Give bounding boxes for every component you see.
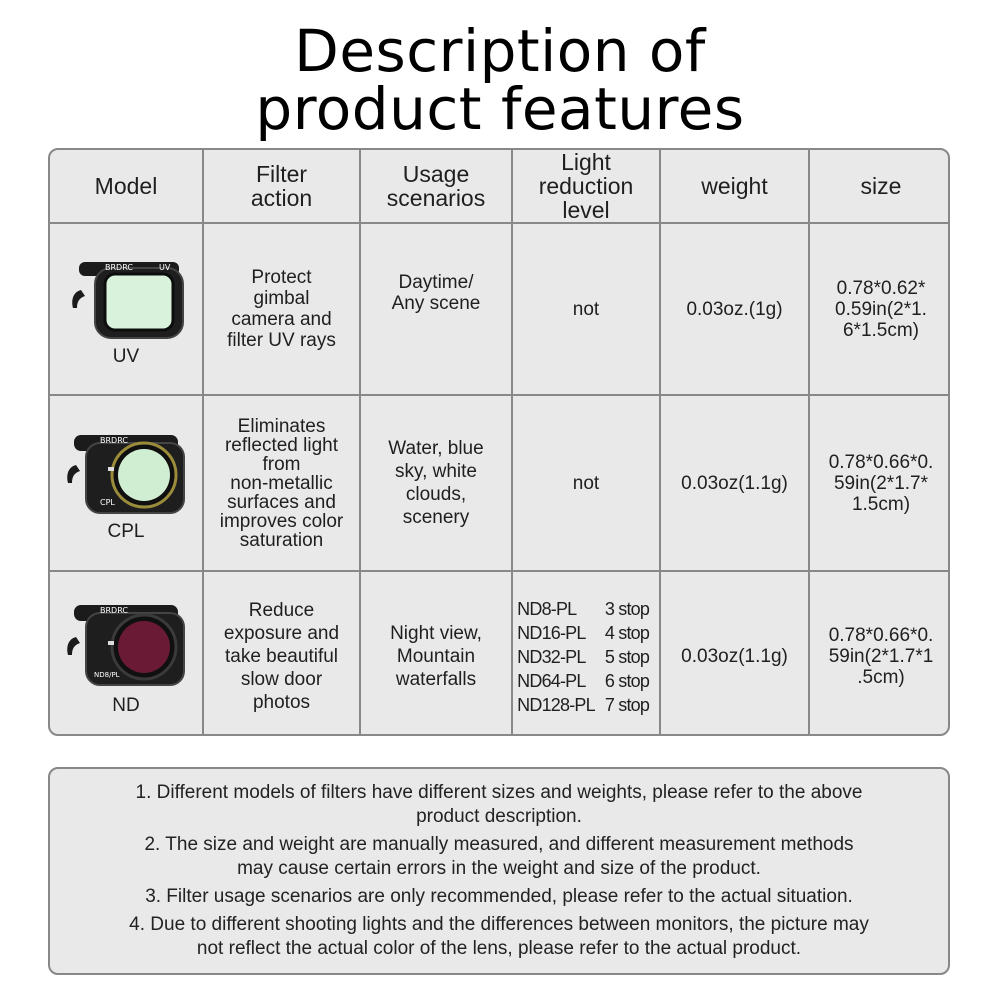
text-line: 0.78*0.66*0. — [828, 625, 934, 646]
page-title-line-1: Description of — [294, 17, 706, 85]
size-cell — [809, 223, 950, 395]
model-label: UV — [112, 345, 140, 367]
text-line: slow door — [240, 669, 323, 690]
light-reduction-cell: not — [512, 223, 660, 395]
header-usage-line: Usage — [402, 161, 470, 187]
uv-filter-brand: BRDRC — [105, 262, 133, 272]
text-line: 59in(2*1.7*1 — [828, 646, 934, 667]
header-light-line: level — [562, 197, 610, 223]
usage-cell — [360, 571, 512, 736]
header-size: size — [809, 150, 950, 223]
text-line: 3. Filter usage scenarios are only recommended, please refer to the actual situation. — [145, 886, 853, 907]
nd-name: ND32-PL — [517, 646, 586, 667]
text-line: reflected light — [224, 434, 338, 456]
text-line: saturation — [239, 529, 324, 551]
list-item — [517, 693, 655, 717]
nd-stop: 5 stop — [604, 646, 650, 667]
text-line: Daytime/ — [398, 272, 474, 293]
note-item — [80, 781, 918, 829]
list-item — [517, 597, 655, 621]
cpl-filter-brand: BRDRC — [100, 435, 128, 445]
text-line: Water, blue — [388, 438, 484, 459]
nd-name: ND8-PL — [517, 598, 577, 619]
header-light-line: reduction — [538, 173, 634, 199]
text-line: sky, white — [394, 461, 477, 482]
text-line: product description. — [416, 806, 582, 827]
model-cell — [50, 395, 203, 571]
text-line: 0.78*0.62* — [836, 277, 926, 299]
usage-cell — [360, 223, 512, 395]
text-line: filter UV rays — [227, 330, 336, 351]
text-line: 59in(2*1.7* — [833, 472, 929, 494]
filter-action-cell — [203, 395, 360, 571]
note-item — [80, 833, 918, 881]
nd-filter-brand: BRDRC — [100, 606, 128, 615]
list-item — [517, 645, 655, 669]
table-row-nd — [50, 571, 950, 736]
text-line: photos — [252, 692, 311, 713]
model-label: ND — [112, 695, 140, 716]
text-line: 6*1.5cm) — [842, 319, 920, 341]
text-line: 0.78*0.66*0. — [828, 451, 934, 473]
model-label: CPL — [107, 520, 145, 542]
header-filter-action-line: Filter — [255, 161, 308, 187]
text-line: Protect — [251, 267, 312, 288]
nd-name: ND16-PL — [517, 622, 586, 643]
nd-filter-mark: ND8/PL — [94, 671, 120, 679]
list-item — [517, 621, 655, 645]
uv-filter-image — [67, 252, 185, 340]
text-line: may cause certain errors in the weight and size of the product. — [237, 858, 761, 879]
text-line: exposure and — [223, 623, 340, 644]
text-line: 1. Different models of filters have different sizes and weights, please refer to the above — [135, 782, 863, 803]
text-line: surfaces and — [227, 491, 336, 513]
weight-cell: 0.03oz(1.1g) — [660, 395, 809, 571]
note-item — [80, 913, 918, 961]
model-cell — [50, 571, 203, 736]
cpl-filter-mark: CPL — [100, 497, 115, 507]
text-line: Mountain — [396, 646, 476, 667]
size-cell — [809, 571, 950, 736]
nd-stop: 4 stop — [604, 622, 650, 643]
weight-cell: 0.03oz(1.1g) — [660, 571, 809, 736]
text-line: waterfalls — [395, 669, 477, 690]
nd-name: ND64-PL — [517, 670, 586, 691]
features-table — [48, 148, 950, 736]
table-header-row — [50, 150, 950, 223]
text-line: Reduce — [248, 600, 315, 621]
header-usage-line: scenarios — [386, 185, 486, 211]
text-line: clouds, — [405, 484, 467, 505]
model-cell — [50, 223, 203, 395]
header-weight: weight — [660, 150, 809, 223]
weight-cell: 0.03oz.(1g) — [660, 223, 809, 395]
filter-action-cell — [203, 571, 360, 736]
nd-stop: 6 stop — [604, 670, 650, 691]
usage-cell — [360, 395, 512, 571]
text-line: Any scene — [391, 293, 481, 314]
nd-stop-list — [517, 597, 655, 717]
text-line: gimbal — [253, 288, 310, 309]
filter-action-cell — [203, 223, 360, 395]
text-line: camera and — [231, 309, 332, 330]
text-line: non-metallic — [230, 472, 333, 494]
light-reduction-cell: not — [512, 395, 660, 571]
text-line: not reflect the actual color of the lens, please refer to the actual product. — [196, 938, 802, 959]
text-line: scenery — [402, 507, 470, 528]
cpl-filter-image — [64, 425, 188, 515]
nd-filter-image — [64, 597, 188, 689]
page-title-line-2: product features — [255, 75, 745, 143]
text-line: from — [262, 453, 301, 475]
text-line: 4. Due to different shooting lights and the differences between monitors, the picture may — [129, 914, 869, 935]
notes-panel — [48, 767, 950, 975]
nd-stop: 7 stop — [604, 694, 650, 715]
header-model: Model — [50, 150, 203, 223]
uv-filter-mark: UV — [159, 262, 171, 272]
note-item — [80, 885, 918, 909]
text-line: improves color — [219, 510, 344, 532]
text-line: Night view, — [390, 623, 482, 644]
light-reduction-cell — [512, 571, 660, 736]
header-filter-action — [203, 150, 360, 223]
page-title — [0, 17, 1000, 143]
header-light-line: Light — [561, 149, 611, 175]
text-line: .5cm) — [857, 667, 905, 688]
text-line: Eliminates — [237, 415, 326, 437]
list-item — [517, 669, 655, 693]
header-filter-action-line: action — [250, 185, 313, 211]
nd-name: ND128-PL — [517, 694, 595, 715]
nd-stop: 3 stop — [604, 598, 650, 619]
table-row-uv — [50, 223, 950, 395]
size-cell — [809, 395, 950, 571]
text-line: take beautiful — [224, 646, 339, 667]
header-usage-scenarios — [360, 150, 512, 223]
header-light-reduction — [512, 150, 660, 223]
text-line: 1.5cm) — [851, 493, 911, 515]
text-line: 2. The size and weight are manually measured, and different measurement methods — [144, 834, 854, 855]
text-line: 0.59in(2*1. — [835, 298, 927, 320]
table-row-cpl — [50, 395, 950, 571]
